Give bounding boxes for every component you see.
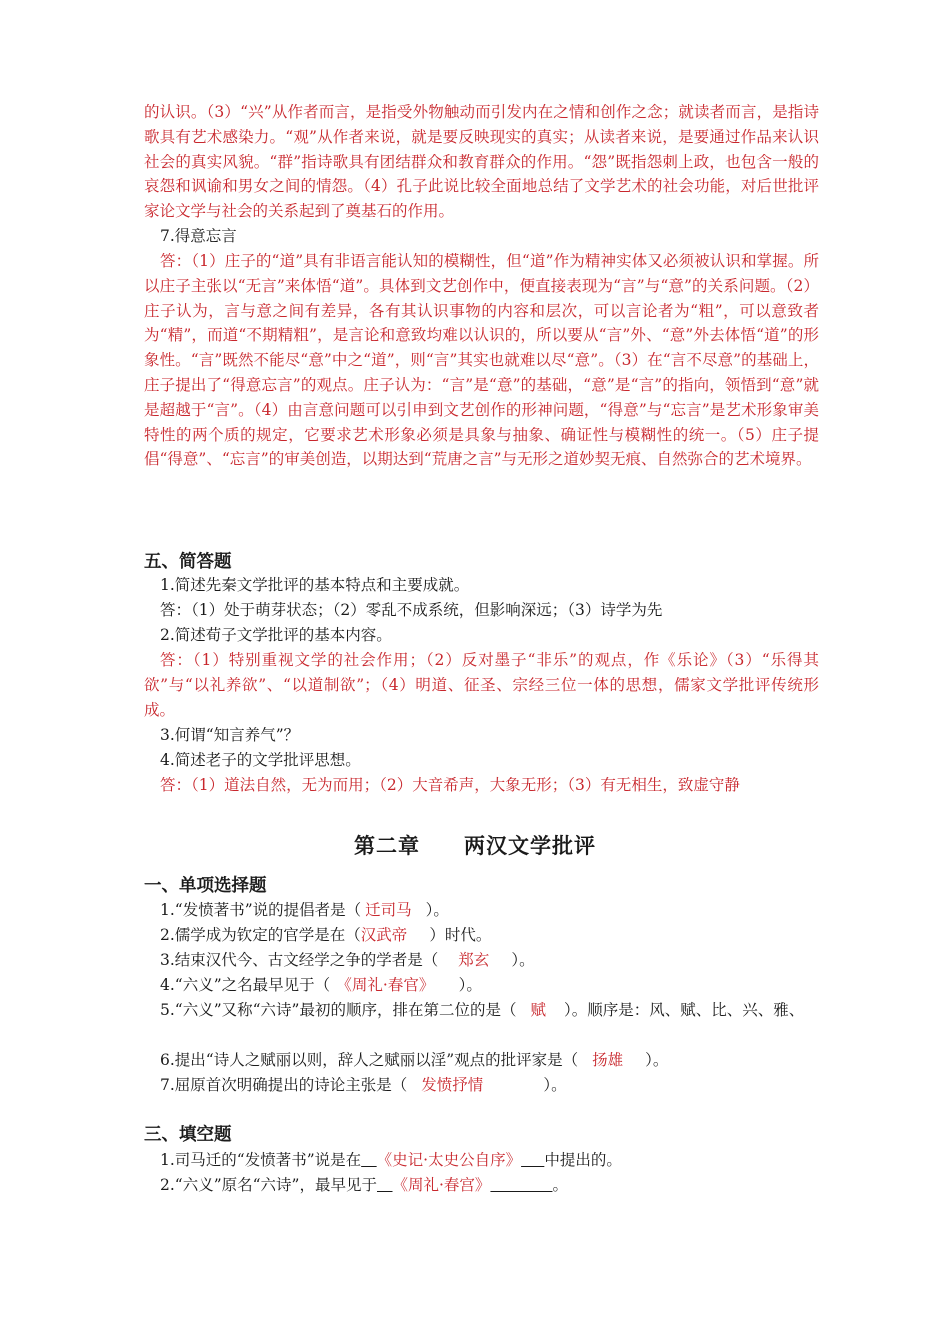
choice-q4-text: 4.“六义”之名最早见于（ — [160, 976, 331, 994]
fill-q2-end: 。 — [552, 1176, 568, 1194]
section-5-q3: 3.何谓“知言养气”？ — [160, 726, 300, 744]
chapter-title — [0, 830, 950, 860]
choice-q4-end: ）。 — [458, 976, 482, 994]
item-7-title: 7.得意忘言 — [160, 227, 237, 245]
choice-q3 — [160, 948, 535, 973]
choice-q4-answer: 《周礼·春官》 — [344, 976, 427, 994]
choice-q6-text: 6.提出“诗人之赋丽以则，辞人之赋丽以淫”观点的批评家是（ — [160, 1051, 579, 1069]
fill-q1-text: 1.司马迁的“发愤著书”说是在 — [160, 1151, 362, 1169]
fill-q1 — [160, 1148, 622, 1173]
fill-q1-end: 中提出的。 — [544, 1151, 622, 1169]
section-5-a2: 答：（1）特别重视文学的社会作用；（2）反对墨子“非乐”的观点，作《乐论》（3）“乐得其欲”与“以礼养欲”、“以道制欲”；（4）明道、征圣、宗经三位一体的思想，儒家文学批评传统形成。 — [144, 651, 819, 719]
choice-q6 — [160, 1048, 668, 1073]
chapter-name: 两汉文学批评 — [464, 833, 596, 858]
section-5-heading: 五、简答题 — [144, 552, 232, 572]
choice-q5 — [144, 998, 819, 1023]
item-7-answer: 答：（1）庄子的“道”具有非语言能认知的模糊性，但“道”作为精神实体又必须被认识和掌握。所以庄子主张以“无言”来体悟“道”。具体到文艺创作中，便直接表现为“言”与“意”的关系问题。（2）庄子认为，言与意之间有差异，各有其认识事物的内容和层次，可以言论者为“粗”，可以意致者为“精”，而道“不期精粗”，是言论和意致均难以认识的，所以要从“言”外、“意”外去体悟“道”的形象性。“言”既然不能尽“意”中之“道”，则“言”其实也就难以尽“意”。（3）在“言不尽意”的基础上，庄子提出了“得意忘言”的观点。庄子认为：“言”是“意”的基础，“意”是“言”的指向，领悟到“意”就是超越于“言”。（4）由言意问题可以引申到文艺创作的形神问题，“得意”与“忘言”是艺术形象审美特性的两个质的规定，它要求艺术形象必须是具象与抽象、确证性与模糊性的统一。（5）庄子提倡“得意”、“忘言”的审美创造，以期达到“荒唐之言”与无形之道妙契无痕、自然弥合的艺术境界。 — [144, 252, 819, 469]
fill-q2-answer: 《周礼·春宫》 — [392, 1176, 491, 1194]
choice-q1-text: 1.“发愤著书”说的提倡者是（ — [160, 901, 362, 919]
choice-q3-text: 3.结束汉代今、古文经学之争的学者是（ — [160, 951, 439, 969]
chapter-number: 第二章 — [354, 833, 420, 858]
choice-q7-end: ）。 — [543, 1076, 567, 1094]
choice-q2-end: ）时代。 — [429, 926, 492, 944]
section-5-q4: 4.简述老子的文学批评思想。 — [160, 751, 361, 769]
fill-q1-answer: 《史记·太史公自序》 — [376, 1151, 522, 1169]
choice-q7-text: 7.屈原首次明确提出的诗论主张是（ — [160, 1076, 408, 1094]
choice-q3-end: ）。 — [511, 951, 535, 969]
choice-q1 — [160, 898, 449, 923]
fill-q2-text: 2.“六义”原名“六诗”，最早见于 — [160, 1176, 377, 1194]
choice-q2 — [160, 923, 491, 948]
choice-q6-end: ）。 — [645, 1051, 669, 1069]
choice-q5-end: ）。顺序是：风、赋、比、兴、雅、 — [564, 1001, 805, 1019]
fill-q2 — [160, 1173, 568, 1198]
choice-q7 — [160, 1073, 567, 1098]
choice-q2-answer: 汉武帝 — [360, 926, 408, 944]
choice-q4 — [160, 973, 482, 998]
section-5-q1: 1.简述先秦文学批评的基本特点和主要成就。 — [160, 576, 470, 594]
section-5-a1: 答：（1）处于萌芽状态；（2）零乱不成系统，但影响深远；（3）诗学为先 — [160, 601, 663, 619]
choice-q3-answer: 郑玄 — [458, 951, 490, 969]
choice-q5-answer: 赋 — [530, 1001, 547, 1019]
choice-q1-end: ）。 — [425, 901, 449, 919]
section-5-a4: 答：（1）道法自然，无为而用；（2）大音希声，大象无形；（3）有无相生，致虚守静 — [160, 776, 740, 794]
choice-q5-text: 5.“六义”又称“六诗”最初的顺序，排在第二位的是（ — [160, 1001, 517, 1019]
top-answer-paragraph: 的认识。（3）“兴”从作者而言，是指受外物触动而引发内在之情和创作之念；就读者而言，是指诗歌具有艺术感染力。“观”从作者来说，就是要反映现实的真实；从读者来说，是要通过作品来认识社会的真实风貌。“群”指诗歌具有团结群众和教育群众的作用。“怨”既指怨刺上政，也包含一般的哀怨和讽谕和男女之间的情怨。（4）孔子此说比较全面地总结了文学艺术的社会功能，对后世批评家论文学与社会的关系起到了奠基石的作用。 — [144, 103, 819, 221]
choice-q2-text: 2.儒学成为钦定的官学是在（ — [160, 926, 361, 944]
choice-q7-answer: 发愤抒情 — [421, 1076, 484, 1094]
choice-q6-answer: 扬雄 — [592, 1051, 624, 1069]
section-5-q2: 2.简述荀子文学批评的基本内容。 — [160, 626, 392, 644]
choice-q1-answer: 迁司马 — [365, 901, 412, 919]
section-3-heading: 三、填空题 — [144, 1125, 232, 1145]
section-1-heading: 一、单项选择题 — [144, 876, 267, 896]
